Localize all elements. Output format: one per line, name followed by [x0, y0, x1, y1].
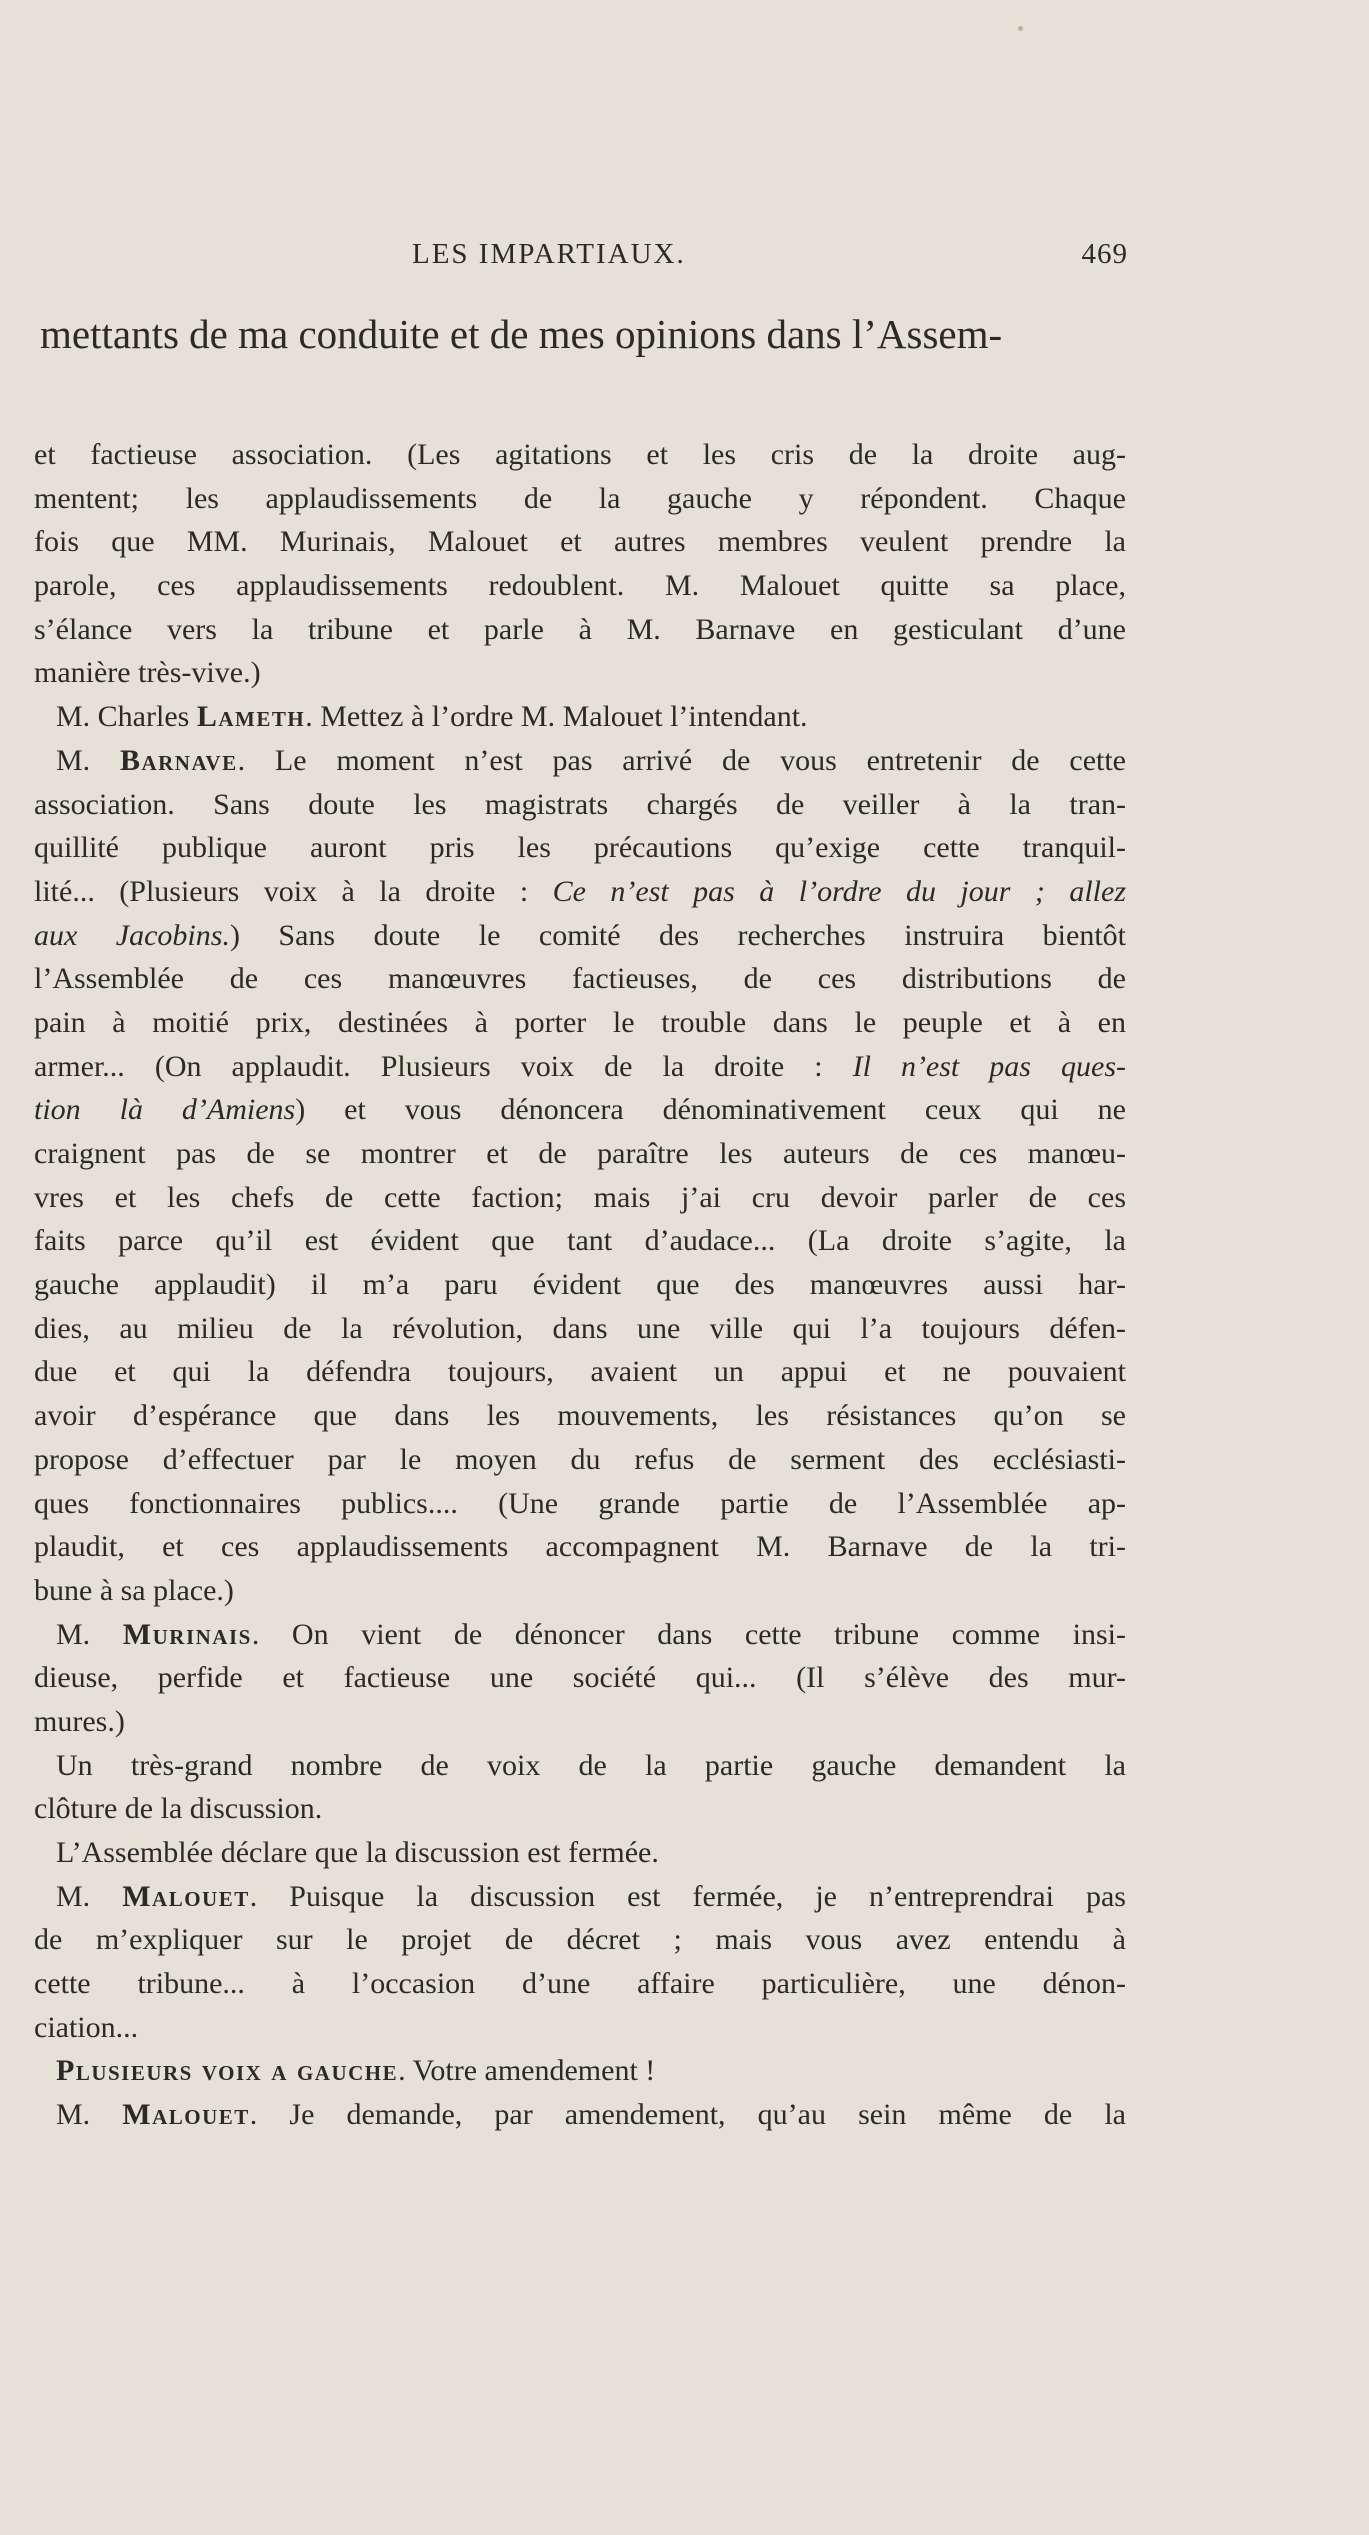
text-run: l’Assemblée de ces manœuvres factieuses, de ces distributions de [34, 962, 1126, 996]
italic-text: tion là d’Amiens [34, 1093, 296, 1127]
text-run: gauche applaudit) il m’a paru évident que des manœuvres aussi har- [34, 1268, 1126, 1302]
text-line [34, 1918, 1126, 1962]
text-line [34, 914, 1126, 958]
text-run: Un très-grand nombre de voix de la partie gauche demandent la [56, 1748, 1126, 1782]
italic-text: Il n’est pas ques- [852, 1049, 1126, 1083]
text-run: faits parce qu’il est évident que tant d’audace... (La droite s’agite, la [34, 1224, 1126, 1258]
text-line [34, 1176, 1126, 1220]
text-run: propose d’effectuer par le moyen du refus de serment des ecclésiasti- [34, 1442, 1126, 1476]
text-run: manière très-vive.) [34, 656, 261, 690]
text-run: fois que MM. Murinais, Malouet et autres membres veulent prendre la [34, 525, 1126, 559]
text-line [34, 1350, 1126, 1394]
speaker-name: Malouet [122, 1879, 250, 1913]
text-run: bune à sa place.) [34, 1573, 234, 1607]
text-run: vres et les chefs de cette faction; mais j’ai cru devoir parler de ces [34, 1180, 1126, 1214]
italic-text: Ce n’est pas à l’ordre du jour ; allez [552, 874, 1126, 908]
text-run: . Mettez à l’ordre M. Malouet l’intendant. [305, 700, 808, 734]
speaker-name: Murinais [122, 1617, 252, 1651]
text-line [34, 1307, 1126, 1351]
text-line [34, 783, 1126, 827]
text-run: ques fonctionnaires publics.... (Une grande partie de l’Assemblée ap- [34, 1486, 1126, 1520]
continued-line: mettants de ma conduite et de mes opinions dans l’Assem- [40, 311, 1003, 357]
text-line [34, 1088, 1126, 1132]
text-run: s’élance vers la tribune et parle à M. Barnave en gesticulant d’une [34, 612, 1126, 646]
text-line [34, 1438, 1126, 1482]
speaker-name: Lameth [196, 700, 306, 734]
text-line [34, 1482, 1126, 1526]
text-run: dieuse, perfide et factieuse une société qui... (Il s’élève des mur- [34, 1661, 1126, 1695]
text-line [34, 1569, 1126, 1613]
text-run: mentent; les applaudissements de la gauche y répondent. Chaque [34, 481, 1126, 515]
text-line [34, 695, 1126, 739]
text-run: M. [56, 1879, 123, 1913]
text-run: M. [56, 1617, 123, 1651]
text-line [34, 1219, 1126, 1263]
text-line [34, 1831, 1126, 1875]
text-run: avoir d’espérance que dans les mouvements, les résistances qu’on se [34, 1399, 1126, 1433]
text-line [34, 1132, 1126, 1176]
text-line [34, 1001, 1126, 1045]
text-run: ) Sans doute le comité des recherches instruira bientôt [229, 918, 1126, 952]
text-line [34, 2093, 1126, 2137]
body-text [34, 433, 1126, 2137]
text-line [34, 1525, 1126, 1569]
text-line [34, 1744, 1126, 1788]
text-run: ciation... [34, 2010, 139, 2044]
text-run: quillité publique auront pris les précautions qu’exige cette tranquil- [34, 831, 1126, 865]
text-run: plaudit, et ces applaudissements accompagnent M. Barnave de la tri- [34, 1530, 1126, 1564]
text-line [34, 1263, 1126, 1307]
text-run: de m’expliquer sur le projet de décret ; mais vous avez entendu à [34, 1923, 1126, 1957]
text-run: . Le moment n’est pas arrivé de vous entretenir de cette [237, 743, 1126, 777]
text-line [34, 826, 1126, 870]
paper-spot [1018, 26, 1023, 31]
text-line [34, 1656, 1126, 1700]
text-line [34, 1045, 1126, 1089]
text-run: pain à moitié prix, destinées à porter le trouble dans le peuple et à en [34, 1005, 1126, 1039]
text-run: . Puisque la discussion est fermée, je n’entreprendrai pas [249, 1879, 1126, 1913]
text-run: L’Assemblée déclare que la discussion est fermée. [56, 1836, 659, 1869]
text-run: due et qui la défendra toujours, avaient un appui et ne pouvaient [34, 1355, 1126, 1389]
text-run: parole, ces applaudissements redoublent. M. Malouet quitte sa place, [34, 569, 1126, 603]
text-line [34, 1962, 1126, 2006]
text-line [34, 433, 1126, 477]
text-run: . Je demande, par amendement, qu’au sein même de la [249, 2098, 1126, 2132]
text-line [34, 1394, 1126, 1438]
text-run: M. [56, 743, 120, 777]
text-run: dies, au milieu de la révolution, dans une ville qui l’a toujours défen- [34, 1311, 1126, 1345]
text-run: craignent pas de se montrer et de paraître les auteurs de ces manœu- [34, 1137, 1126, 1170]
speaker-name: Barnave [119, 743, 238, 777]
text-line [34, 1613, 1126, 1657]
text-run: clôture de la discussion. [34, 1792, 323, 1826]
text-line [34, 739, 1126, 783]
text-run: lité... (Plusieurs voix à la droite : [34, 874, 553, 908]
text-line [34, 477, 1126, 521]
text-line [34, 2006, 1126, 2050]
text-run: M. [56, 2098, 123, 2132]
running-header [412, 238, 1128, 278]
text-line [34, 870, 1126, 914]
text-line [34, 520, 1126, 564]
text-line [34, 1875, 1126, 1919]
speaker-name: Plusieurs voix a gauche [56, 2054, 399, 2088]
text-run: et factieuse association. (Les agitations et les cris de la droite aug- [34, 438, 1126, 471]
text-run: armer... (On applaudit. Plusieurs voix de la droite : [34, 1049, 853, 1083]
text-line [34, 651, 1126, 695]
text-line [34, 957, 1126, 1001]
text-run: . On vient de dénoncer dans cette tribune comme insi- [251, 1617, 1126, 1651]
text-run: mures.) [34, 1704, 125, 1738]
italic-text: aux Jacobins. [34, 918, 230, 952]
text-run: M. Charles [56, 700, 197, 734]
speaker-name: Malouet [122, 2098, 250, 2132]
page-number: 469 [1081, 238, 1128, 270]
text-line [34, 1700, 1126, 1744]
text-run: association. Sans doute les magistrats chargés de veiller à la tran- [34, 787, 1126, 821]
text-run: . Votre amendement ! [398, 2054, 656, 2088]
text-line [34, 2049, 1126, 2093]
text-run: cette tribune... à l’occasion d’une affaire particulière, une dénon- [34, 1967, 1126, 2001]
running-title: LES IMPARTIAUX. [412, 238, 686, 270]
text-run: ) et vous dénoncera dénominativement ceux qui ne [295, 1093, 1126, 1127]
text-line [34, 1787, 1126, 1831]
text-line [34, 564, 1126, 608]
text-line [34, 608, 1126, 652]
